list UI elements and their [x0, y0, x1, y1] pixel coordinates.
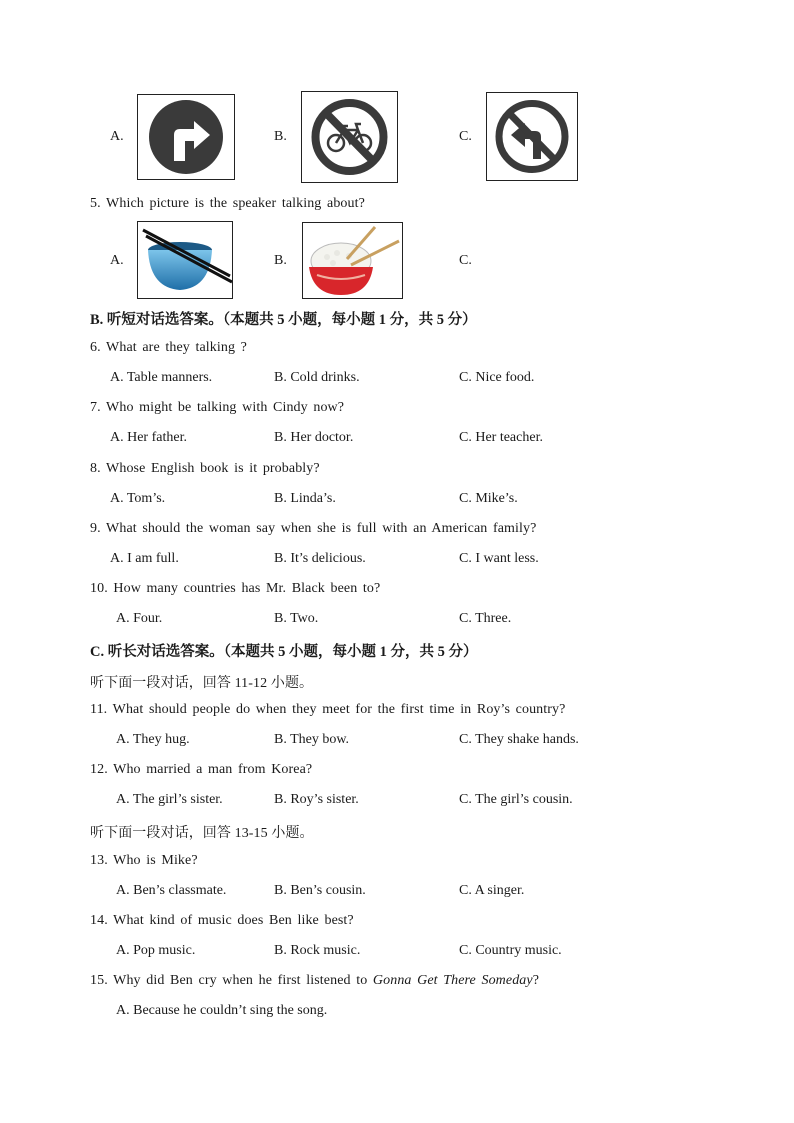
q14-option-c[interactable]: C. Country music. — [459, 943, 562, 958]
question-10: 10. How many countries has Mr. Black been to? — [90, 581, 381, 596]
section-b-heading: B. 听短对话选答案。（本题共 5 小题，每小题 1 分，共 5 分） — [90, 312, 477, 328]
question-15 — [90, 973, 539, 989]
q6-option-c[interactable]: C. Nice food. — [459, 370, 535, 385]
section-c-intro-1: 听下面一段对话，回答 11-12 小题。 — [90, 676, 314, 691]
q13-option-a[interactable]: A. Ben’s classmate. — [116, 883, 227, 898]
rice-bowl-with-chopsticks-icon — [303, 223, 402, 298]
question-6: 6. What are they talking ? — [90, 340, 247, 355]
q15-option-a[interactable]: A. Because he couldn’t sing the song. — [116, 1003, 328, 1018]
q6-option-a[interactable]: A. Table manners. — [110, 370, 213, 385]
q11-option-b[interactable]: B. They bow. — [274, 732, 350, 747]
question-14: 14. What kind of music does Ben like best? — [90, 913, 354, 928]
question-15-suffix: ? — [532, 973, 540, 988]
q8-option-c[interactable]: C. Mike’s. — [459, 491, 518, 506]
q5-option-c-letter: C. — [459, 253, 472, 268]
question-9: 9. What should the woman say when she is full with an American family? — [90, 521, 537, 536]
q5-option-a-image[interactable] — [137, 221, 233, 299]
q10-option-b[interactable]: B. Two. — [274, 611, 319, 626]
q7-option-a[interactable]: A. Her father. — [110, 430, 187, 445]
q9-option-a[interactable]: A. I am full. — [110, 551, 179, 566]
q5-option-b-image[interactable] — [302, 222, 403, 299]
question-8: 8. Whose English book is it probably? — [90, 461, 320, 476]
song-title: Gonna Get There Someday — [372, 973, 533, 988]
q4-option-b-letter: B. — [274, 129, 287, 144]
q5-option-b-letter: B. — [274, 253, 287, 268]
section-c-intro-2: 听下面一段对话，回答 13-15 小题。 — [90, 826, 314, 841]
q14-option-a[interactable]: A. Pop music. — [116, 943, 196, 958]
question-15-prefix: 15. Why did Ben cry when he first listened to — [90, 973, 373, 988]
question-12: 12. Who married a man from Korea? — [90, 762, 313, 777]
q11-option-c[interactable]: C. They shake hands. — [459, 732, 579, 747]
no-bicycles-sign-icon — [302, 92, 397, 182]
q8-option-b[interactable]: B. Linda’s. — [274, 491, 336, 506]
section-c-heading: C. 听长对话选答案。（本题共 5 小题，每小题 1 分，共 5 分） — [90, 644, 478, 660]
q14-option-b[interactable]: B. Rock music. — [274, 943, 361, 958]
no-left-turn-sign-icon — [487, 93, 577, 180]
q4-option-b-image[interactable] — [301, 91, 398, 183]
q6-option-b[interactable]: B. Cold drinks. — [274, 370, 360, 385]
question-11: 11. What should people do when they meet for the first time in Roy’s country? — [90, 702, 566, 717]
question-7: 7. Who might be talking with Cindy now? — [90, 400, 345, 415]
q12-option-a[interactable]: A. The girl’s sister. — [116, 792, 223, 807]
q9-option-b[interactable]: B. It’s delicious. — [274, 551, 366, 566]
q8-option-a[interactable]: A. Tom’s. — [110, 491, 166, 506]
q5-option-a-letter: A. — [110, 253, 124, 268]
q7-option-c[interactable]: C. Her teacher. — [459, 430, 543, 445]
q13-option-b[interactable]: B. Ben’s cousin. — [274, 883, 366, 898]
q4-option-a-letter: A. — [110, 129, 124, 144]
q10-option-c[interactable]: C. Three. — [459, 611, 512, 626]
q7-option-b[interactable]: B. Her doctor. — [274, 430, 354, 445]
q12-option-b[interactable]: B. Roy’s sister. — [274, 792, 359, 807]
q4-option-c-letter: C. — [459, 129, 472, 144]
q10-option-a[interactable]: A. Four. — [116, 611, 163, 626]
q12-option-c[interactable]: C. The girl’s cousin. — [459, 792, 573, 807]
question-5: 5. Which picture is the speaker talking about? — [90, 196, 365, 211]
bowl-with-chopsticks-icon — [138, 222, 232, 298]
turn-right-arrow-sign-icon — [138, 95, 234, 179]
question-13: 13. Who is Mike? — [90, 853, 198, 868]
q4-option-a-image[interactable] — [137, 94, 235, 180]
q11-option-a[interactable]: A. They hug. — [116, 732, 190, 747]
q13-option-c[interactable]: C. A singer. — [459, 883, 525, 898]
q4-option-c-image[interactable] — [486, 92, 578, 181]
q9-option-c[interactable]: C. I want less. — [459, 551, 539, 566]
